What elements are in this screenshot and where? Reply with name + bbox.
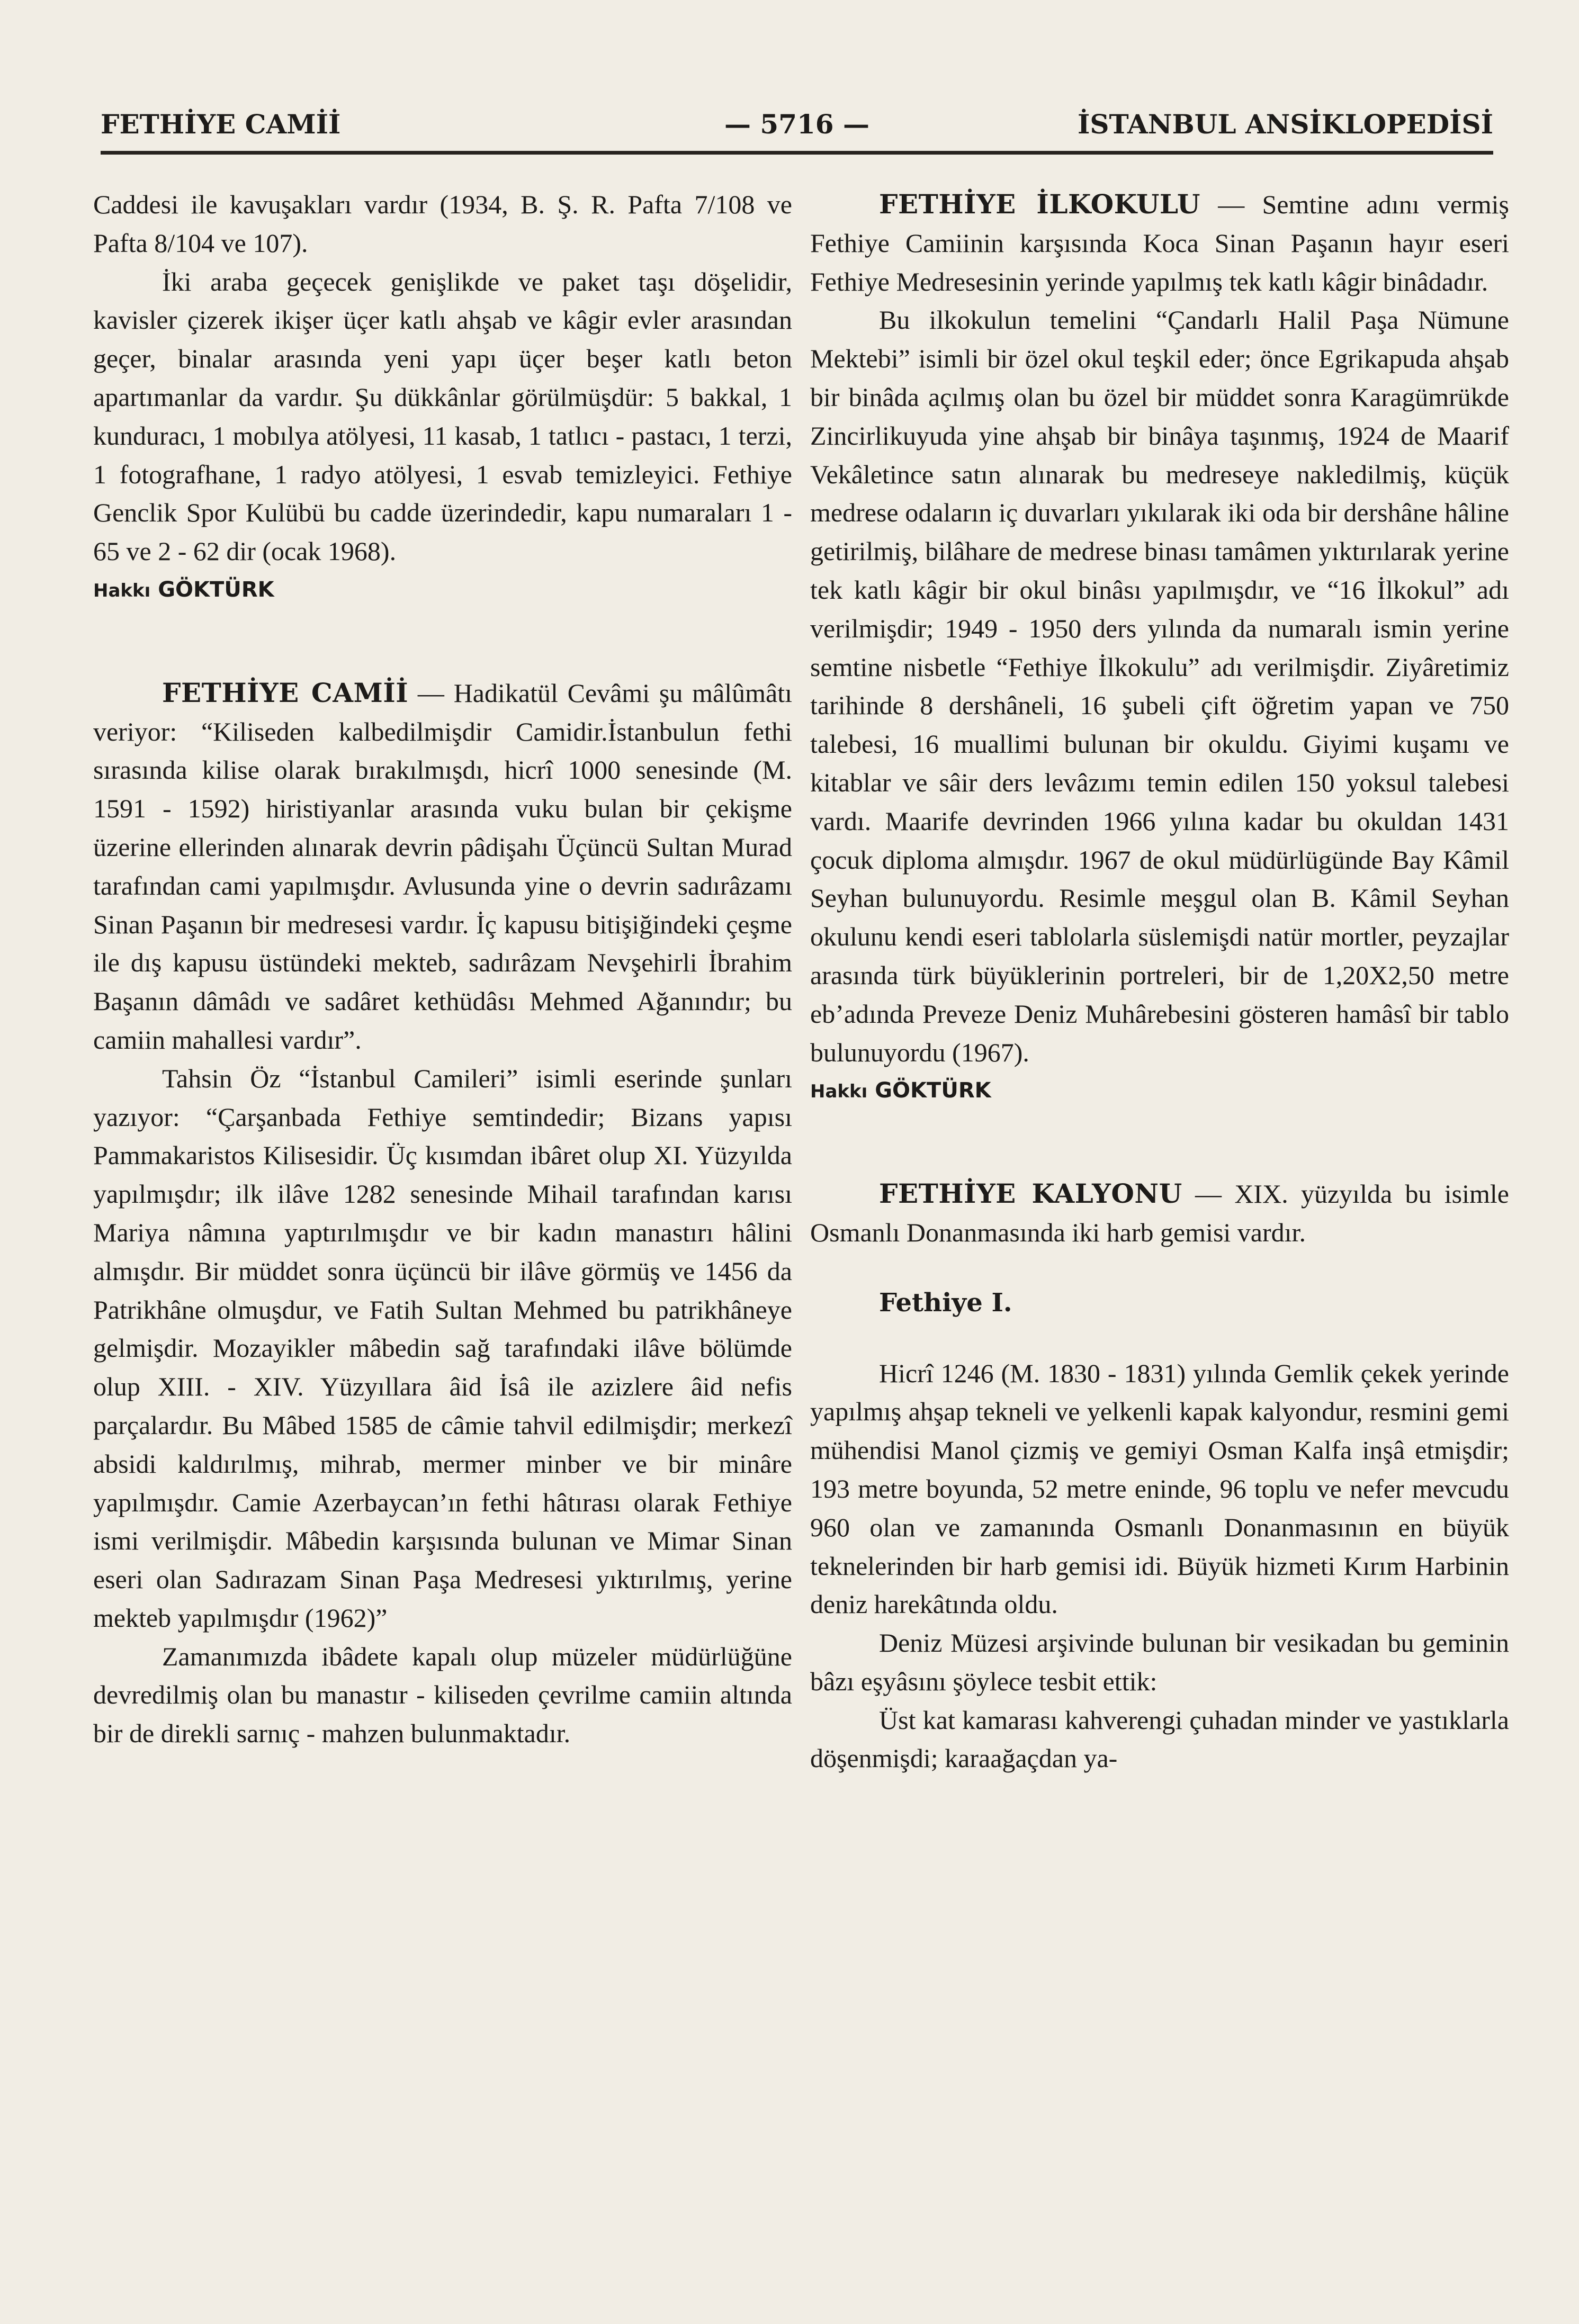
paragraph: Hicrî 1246 (M. 1830 - 1831) yılında Gemlik çekek yerinde yapılmış ahşap tekneli ve yelkenli kapak kalyondur, resmini gemi mühendisi Manol çizmiş ve gemiyi Osman Kalfa inşâ etmişdir; 193 metre boyunda, 52 metre eninde, 96 toplu ve nefer mevcudu 960 olan ve zamanında Osmanlı Donanmasının en büyük teknelerinden bir harb gemisi idi. Büyük hizmeti Kırım Harbinin deniz harekâtında oldu. [810, 1358, 1509, 1619]
paragraph-continuation: Caddesi ile kavuşakları vardır (1934, B. Ş. R. Pafta 7/108 ve Pafta 8/104 ve 107). [93, 190, 792, 258]
right-column [810, 185, 1509, 1778]
entry-term: FETHİYE CAMİİ [162, 677, 409, 708]
author-first-name: Hakkı [93, 580, 151, 601]
entry-term: FETHİYE İLKOKULU [879, 188, 1200, 220]
subhead-spacer [810, 1252, 1509, 1284]
subhead-spacer [810, 1322, 1509, 1354]
page-header [101, 109, 1493, 146]
paragraph: İki araba geçecek genişlikde ve paket taşı döşelidir, kavisler çizerek ikişer üçer katlı ahşab ve kâgir evler arasından geçer, binalar arasında yeni yapı üçer beşer katlı beton apartımanlar da vardır. Şu dükkânlar görülmüşdür: 5 bakkal, 1 kunduracı, 1 mobılya atölyesi, 11 kasab, 1 tatlıcı - pastacı, 1 terzi, 1 fotografhane, 1 radyo atölyesi, 1 esvab temizleyici. Fethiye Genclik Spor Kulübü bu cadde üzerindedir, kapu numaraları 1 - 65 ve 2 - 62 dir (ocak 1968). [93, 266, 792, 566]
author-signature [810, 1071, 1509, 1111]
entry-spacer [810, 1111, 1509, 1175]
paragraph: Zamanımızda ibâdete kapalı olup müzeler müdürlüğüne devredilmiş olan bu manastır - kiliseden çevrilme camiin altında bir de direkli sarnıç - mahzen bulunmaktadır. [93, 1641, 792, 1749]
page-number: — 5716 — [724, 109, 869, 140]
header-rule [101, 151, 1493, 155]
author-last-name: GÖKTÜRK [875, 1078, 991, 1103]
left-column [93, 185, 792, 1753]
author-signature [93, 571, 792, 610]
entry-text: — Semtine adını vermiş Fethiye Camiinin karşısında Koca Sinan Paşanın hayır eseri Fethiye Medresesinin yerinde yapılmış tek katlı kâgir binâdadır. [810, 190, 1509, 296]
author-last-name: GÖKTÜRK [158, 577, 274, 602]
entry-text: — XIX. yüzyılda bu isimle Osmanlı Donanmasında iki harb gemisi vardır. [810, 1179, 1509, 1247]
paragraph: Tahsin Öz “İstanbul Camileri” isimli eserinde şunları yazıyor: “Çarşanbada Fethiye semtindedir; Bizans yapısı Pammakaristos Kilisesidir. Üç kısımdan ibâret olup XI. Yüzyılda yapılmışdır; ilk ilâve 1282 senesinde Mihail tarafından karısı Mariya nâmına yaptırılmışdır ve bir kadın manastırı hâlini almışdır. Bir müddet sonra üçüncü bir ilâve görmüş ve 1456 da Patrikhâne olmuşdur, ve Fatih Sultan Mehmed bu patrikhâneye gelmişdir. Mozayikler mâbedin sağ tarafındaki ilâve bölümde olup XIII. - XIV. Yüzyıllara âid İsâ ile azizlere âid nefis parçalardır. Bu Mâbed 1585 de câmie tahvil edilmişdir; merkezî absidi kaldırılmış, mihrab, mermer minber ve bir minâre yapılmışdır. Camie Azerbaycan’ın fethi hâtırası olarak Fethiye ismi verilmişdir. Mâbedin karşısında bulunan ve Mimar Sinan eseri olan Sadırazam Sinan Paşa Medresesi yıktırılmış, yerine mekteb yapılmışdır (1962)” [93, 1063, 792, 1633]
entry-term: FETHİYE KALYONU [879, 1178, 1182, 1210]
entry-text: — Hadikatül Cevâmi şu mâlûmâtı veriyor: “Kiliseden kalbedilmişdir Camidir.İstanbulun fethi sırasında kilise olarak bırakılmışdı, hicrî 1000 senesinde (M. 1591 - 1592) hiristiyanlar arasında vuku bulan bir çekişme üzerine ellerinden alınarak devrin pâdişahı Üçüncü Sultan Murad tarafından cami yapılmışdır. Avlusunda yine o devrin sadırâzamı Sinan Paşanın bir medresesi vardır. İç kapusu bitişiğindeki çeşme ile dış kapusu üstündeki mekteb, sadırâzam Nevşehirli İbrahim Başanın dâmâdı ve sadâret kethüdâsı Mehmed Ağanındır; bu camiin mahallesi vardır”. [93, 678, 792, 1055]
paragraph: Bu ilkokulun temelini “Çandarlı Halil Paşa Nümune Mektebi” isimli bir özel okul teşkil eder; önce Egrikapuda ahşab bir binâda açılmış olan bu özel bir müddet sonra Karagümrükde Zincirlikuyuda yine ahşab bir binâya taşınmış, 1924 de Maarif Vekâletince satın alınarak bu medreseye nakledilmiş, küçük medrese odaların iç duvarları yıkılarak iki oda bir dershâne hâline getirilmiş, bilâhare de medrese binası tamâmen yıktırılarak yerine tek katlı kâgir bir okul binâsı yapılmışdır, ve “16 İlkokul” adı verilmişdir; 1949 - 1950 ders yılında da numaralı ismin yerine semtine nisbetle “Fethiye İlkokulu” adı verilmişdir. Ziyâretimiz tarihinde 8 dershâneli, 16 şubeli çift öğretim yapan ve 750 talebesi, 16 muallimi bulunan bir okuldu. Giyimi kuşamı ve kitablar ve sâir ders levâzımı temin edilen 150 yoksul talebesi vardı. Maarife devrinden 1966 yılına kadar bu okuldan 1431 çocuk diploma almışdır. 1967 de okul müdürlügünde Bay Kâmil Seyhan bulunuyordu. Resimle meşgul olan B. Kâmil Seyhan okulunu kendi eseri tablolarla süslemişdi natür mortler, peyzajlar arasında türk büyüklerinin portreleri, bir de 1,20X2,50 metre eb’adında Preveze Deniz Muhârebesini gösteren hamâsî bir tablo bulunuyordu (1967). [810, 305, 1509, 1067]
subsection-heading: Fethiye I. [879, 1287, 1012, 1318]
entry-fethiye-kalyonu [810, 1175, 1509, 1252]
paragraph: Deniz Müzesi arşivinde bulunan bir vesikadan bu geminin bâzı eşyâsını şöylece tesbit ettik: [810, 1628, 1509, 1696]
paragraph: Üst kat kamarası kahverengi çuhadan minder ve yastıklarla döşenmişdi; karaağaçdan ya- [810, 1705, 1509, 1773]
running-head-left: FETHİYE CAMİİ [101, 109, 341, 140]
entry-spacer [93, 610, 792, 674]
running-head-right: İSTANBUL ANSİKLOPEDİSİ [1077, 109, 1493, 140]
author-first-name: Hakkı [810, 1081, 868, 1103]
entry-fethiye-camii [93, 674, 792, 1059]
entry-fethiye-ilkokulu [810, 185, 1509, 301]
